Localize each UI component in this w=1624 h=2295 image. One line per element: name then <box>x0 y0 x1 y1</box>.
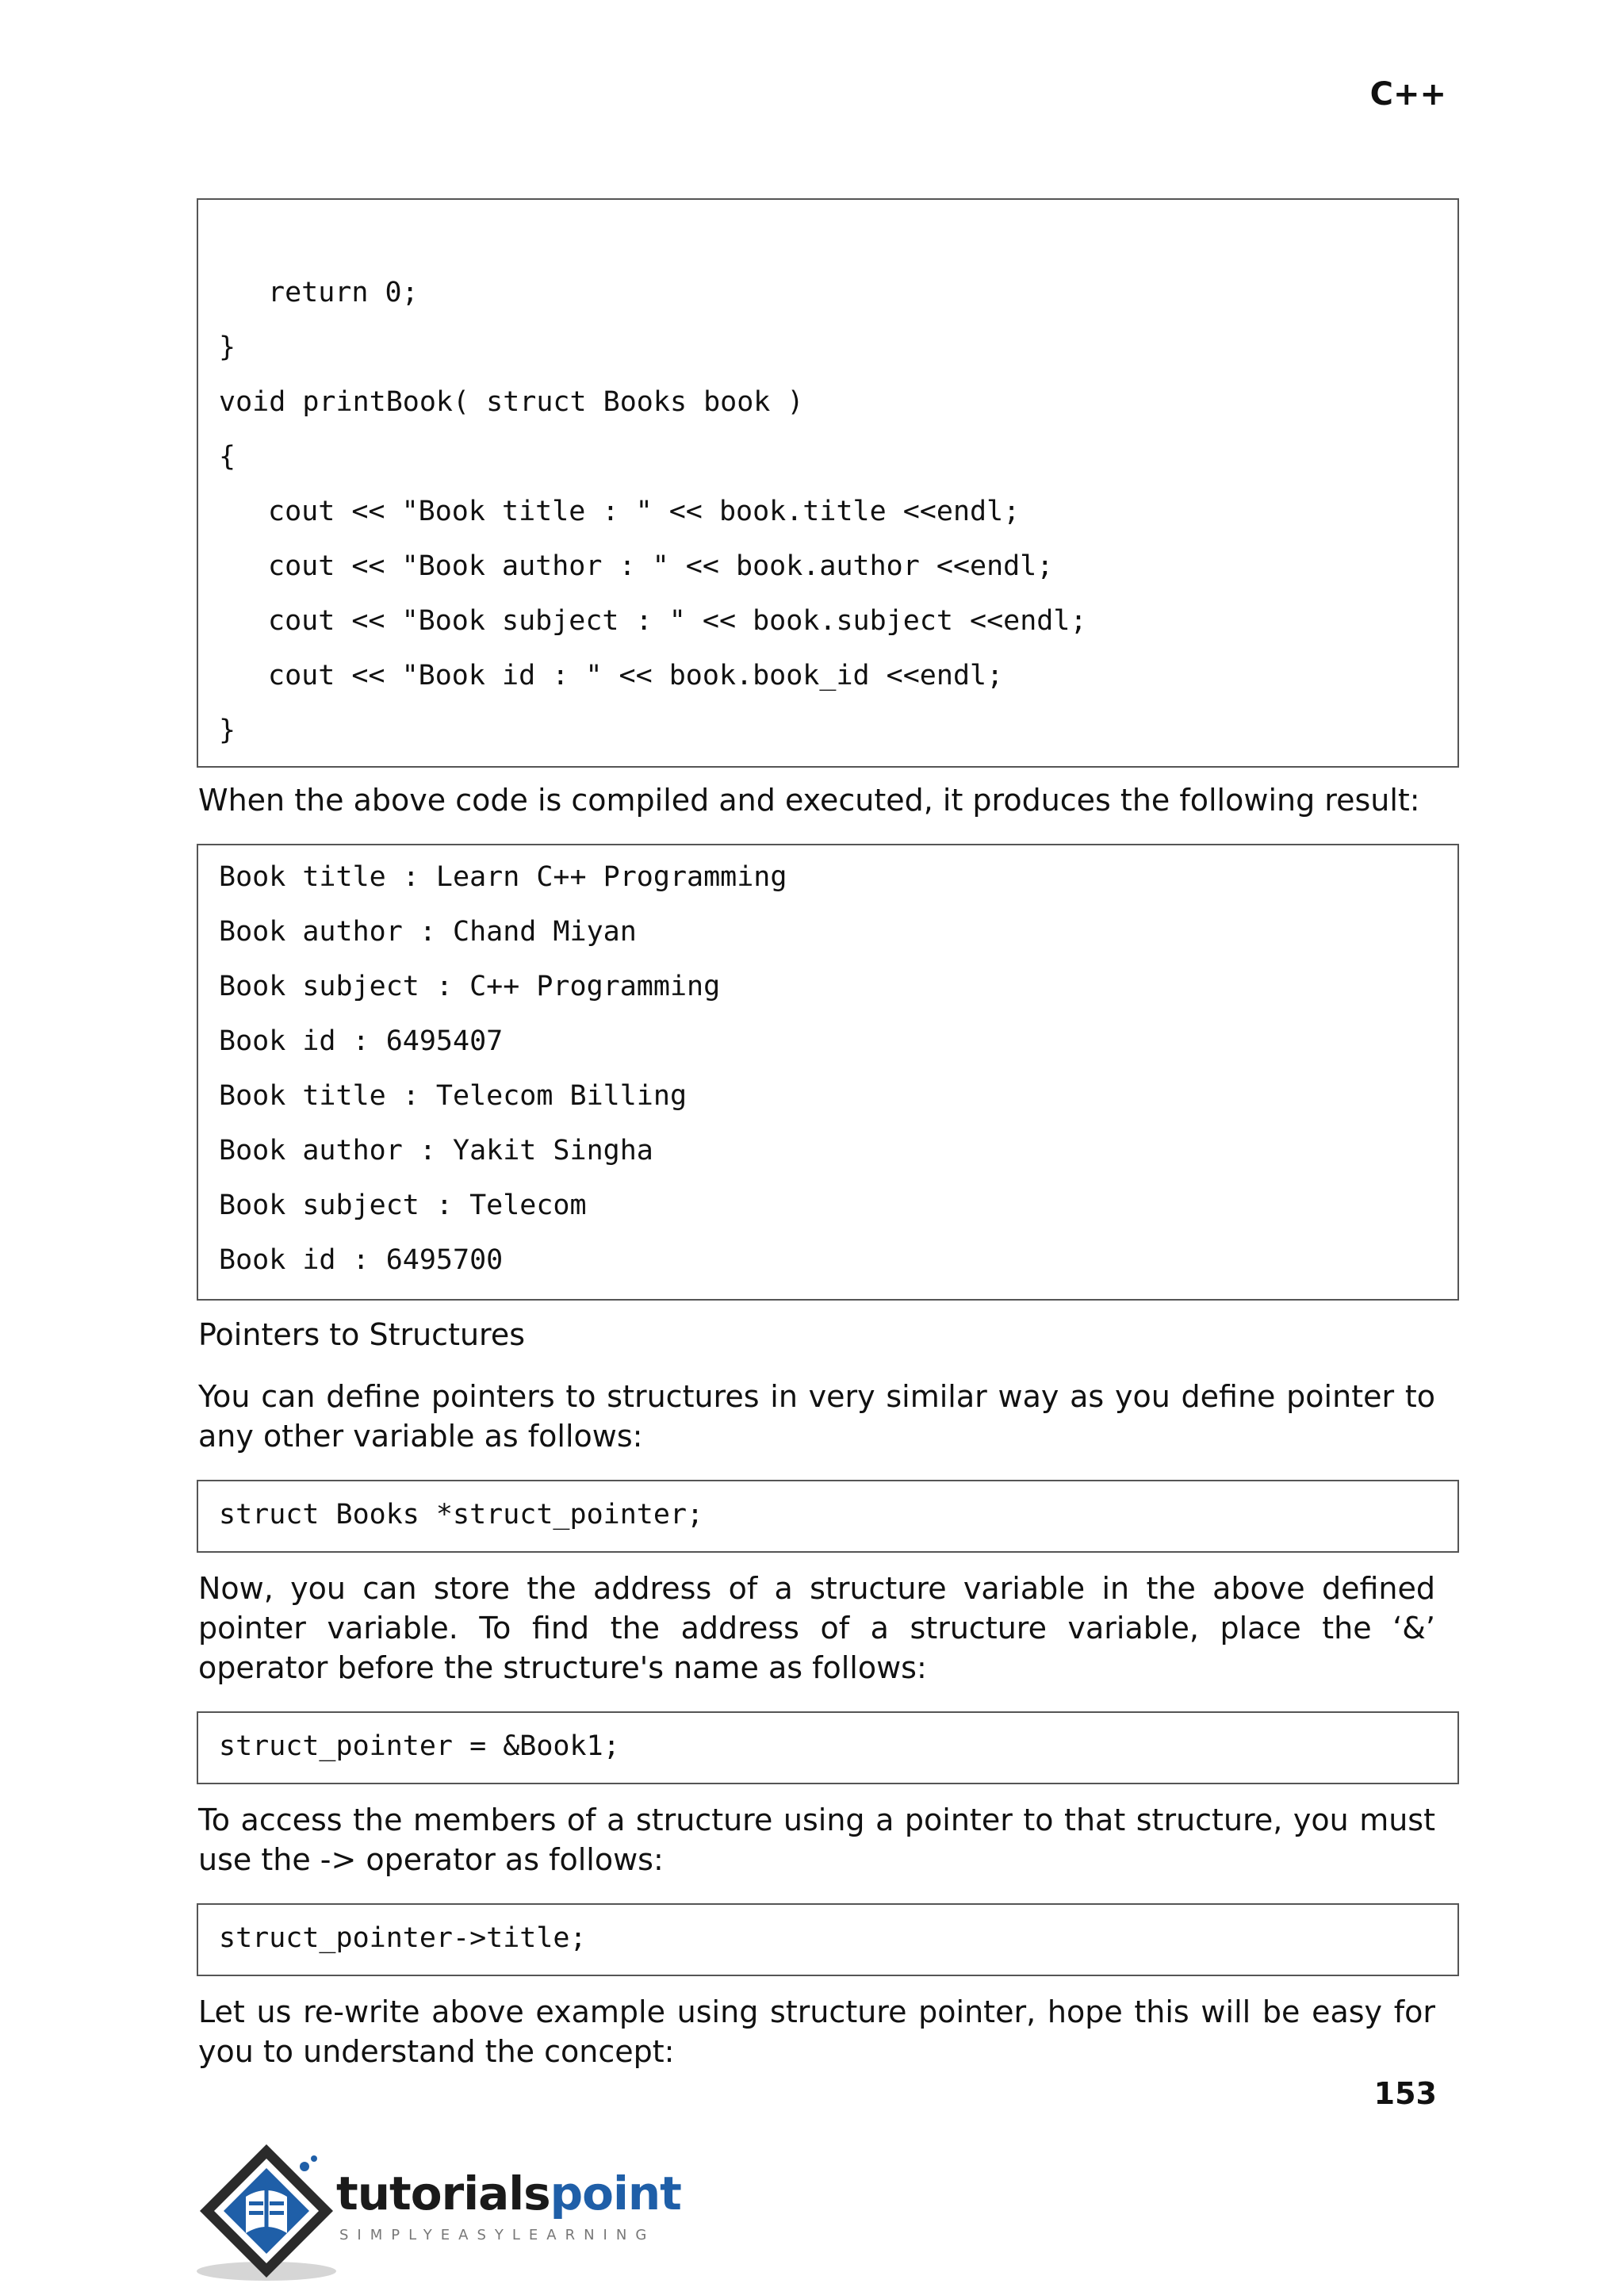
page-number: 153 <box>1373 2076 1437 2111</box>
output-line: Book author : Chand Miyan <box>219 916 637 948</box>
access-members-paragraph: To access the members of a structure using a pointer to that structure, you must use the -> operator as follows: <box>198 1803 1435 1877</box>
code-line: struct_pointer = &Book1; <box>219 1730 620 1762</box>
code-lines <box>198 211 1457 758</box>
code-line: cout << "Book title : " << book.title <<endl; <box>268 496 1021 527</box>
output-lines <box>198 850 1457 1288</box>
code-block-print-book <box>197 198 1459 768</box>
output-block <box>197 844 1459 1301</box>
code-line: cout << "Book subject : " << book.subject <<endl; <box>268 605 1087 637</box>
output-line: Book author : Yakit Singha <box>219 1135 653 1167</box>
result-intro-paragraph: When the above code is compiled and executed, it produces the following result: <box>198 783 1420 818</box>
tutorialspoint-logo <box>193 2135 701 2285</box>
code-line: cout << "Book id : " << book.book_id <<endl; <box>268 660 1004 692</box>
code-line: } <box>219 331 236 363</box>
logo-diamond-icon <box>193 2135 352 2285</box>
code-block-assignment <box>197 1711 1459 1784</box>
header-title: C++ <box>1369 76 1446 113</box>
code-line <box>198 211 1457 266</box>
output-line: Book subject : Telecom <box>219 1190 587 1221</box>
rewrite-example-paragraph: Let us re-write above example using structure pointer, hope this will be easy for you to understand the concept: <box>198 1994 1435 2069</box>
code-line: } <box>219 715 236 746</box>
output-line: Book subject : C++ Programming <box>219 971 721 1002</box>
output-line: Book title : Learn C++ Programming <box>219 861 787 893</box>
code-line: cout << "Book author : " << book.author <<endl; <box>268 550 1054 582</box>
code-line: struct Books *struct_pointer; <box>219 1499 704 1531</box>
section-heading: Pointers to Structures <box>198 1317 526 1352</box>
logo-tagline: SIMPLYEASYLEARNING <box>339 2227 656 2243</box>
code-line: struct_pointer->title; <box>219 1922 587 1954</box>
store-address-paragraph: Now, you can store the address of a structure variable in the above defined pointer variable. To find the address of a structure variable, place the ‘&’ operator before the structure's name as follows: <box>198 1571 1435 1685</box>
define-pointer-paragraph: You can define pointers to structures in very similar way as you define pointer to any other variable as follows: <box>198 1379 1435 1454</box>
output-line: Book id : 6495700 <box>219 1244 504 1276</box>
code-line: { <box>219 441 236 473</box>
code-line: return 0; <box>268 277 419 308</box>
output-line: Book title : Telecom Billing <box>219 1080 688 1112</box>
logo-wordmark: tutorialspoint <box>336 2167 681 2220</box>
code-block-declaration <box>197 1480 1459 1553</box>
output-line: Book id : 6495407 <box>219 1025 504 1057</box>
code-block-access <box>197 1903 1459 1976</box>
code-line: void printBook( struct Books book ) <box>219 386 804 418</box>
